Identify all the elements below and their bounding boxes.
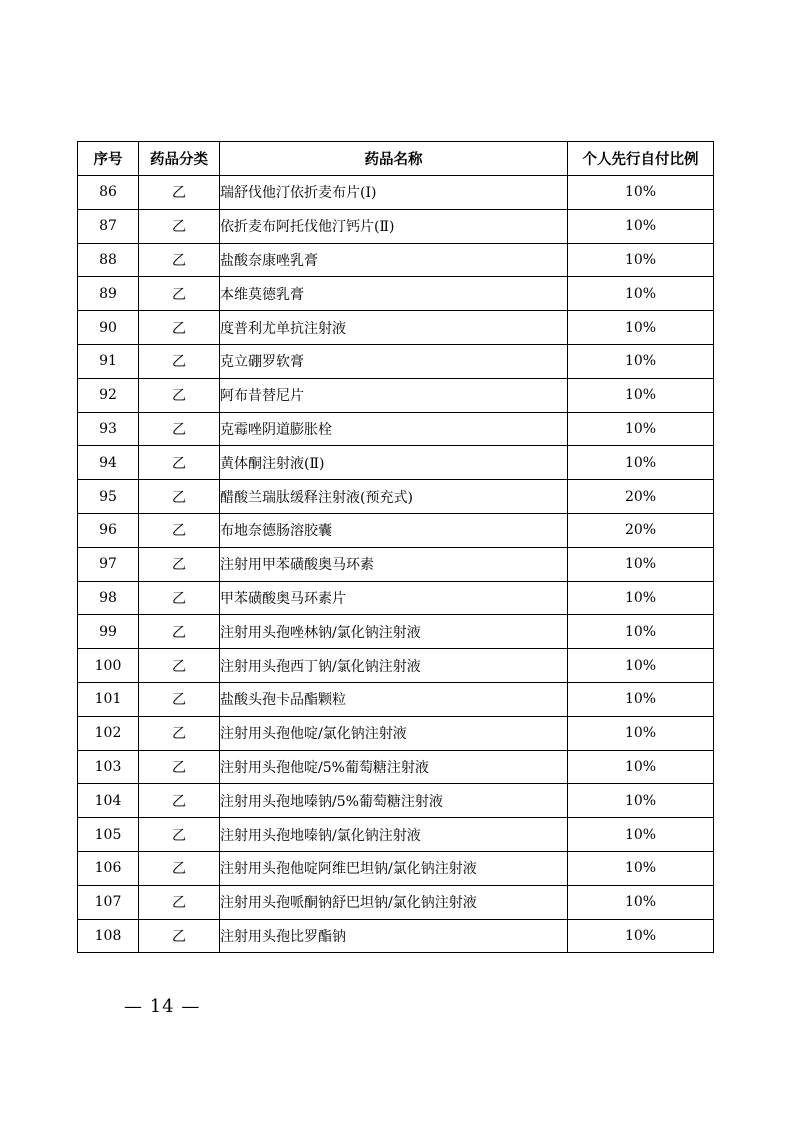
row-self-pay-ratio: 10% (568, 581, 714, 615)
row-serial-number: 92 (78, 378, 139, 412)
row-serial-number: 103 (78, 750, 139, 784)
row-drug-category: 乙 (139, 682, 220, 716)
row-serial-number: 94 (78, 446, 139, 480)
row-self-pay-ratio: 10% (568, 851, 714, 885)
row-serial-number: 107 (78, 885, 139, 919)
row-drug-name: 盐酸头孢卡品酯颗粒 (220, 682, 568, 716)
row-serial-number: 106 (78, 851, 139, 885)
table-row (78, 547, 714, 581)
row-self-pay-ratio: 10% (568, 649, 714, 683)
row-drug-name: 瑞舒伐他汀依折麦布片(Ⅰ) (220, 176, 568, 210)
drug-table (77, 141, 714, 953)
table-row (78, 682, 714, 716)
row-self-pay-ratio: 10% (568, 716, 714, 750)
table-row (78, 649, 714, 683)
row-drug-name: 注射用头孢西丁钠/氯化钠注射液 (220, 649, 568, 683)
row-serial-number: 97 (78, 547, 139, 581)
row-drug-name: 注射用头孢他啶阿维巴坦钠/氯化钠注射液 (220, 851, 568, 885)
row-self-pay-ratio: 10% (568, 885, 714, 919)
row-self-pay-ratio: 10% (568, 378, 714, 412)
row-drug-category: 乙 (139, 480, 220, 514)
row-drug-category: 乙 (139, 243, 220, 277)
table-body (78, 176, 714, 953)
table-row (78, 209, 714, 243)
row-drug-name: 克霉唑阴道膨胀栓 (220, 412, 568, 446)
table-row (78, 446, 714, 480)
row-self-pay-ratio: 10% (568, 209, 714, 243)
row-drug-category: 乙 (139, 344, 220, 378)
table-row (78, 243, 714, 277)
row-self-pay-ratio: 10% (568, 412, 714, 446)
row-self-pay-ratio: 10% (568, 818, 714, 852)
table-row (78, 277, 714, 311)
row-drug-category: 乙 (139, 818, 220, 852)
table-row (78, 378, 714, 412)
header-serial-number: 序号 (78, 142, 139, 176)
table-row (78, 311, 714, 345)
row-drug-name: 注射用头孢哌酮钠舒巴坦钠/氯化钠注射液 (220, 885, 568, 919)
row-self-pay-ratio: 20% (568, 480, 714, 514)
row-drug-name: 注射用头孢比罗酯钠 (220, 919, 568, 953)
row-serial-number: 89 (78, 277, 139, 311)
table-row (78, 344, 714, 378)
row-serial-number: 86 (78, 176, 139, 210)
table-row (78, 412, 714, 446)
row-drug-category: 乙 (139, 615, 220, 649)
row-drug-category: 乙 (139, 716, 220, 750)
row-drug-category: 乙 (139, 851, 220, 885)
row-self-pay-ratio: 10% (568, 243, 714, 277)
row-drug-name: 克立硼罗软膏 (220, 344, 568, 378)
table-row (78, 513, 714, 547)
row-drug-name: 注射用头孢地嗪钠/氯化钠注射液 (220, 818, 568, 852)
row-self-pay-ratio: 10% (568, 615, 714, 649)
row-serial-number: 88 (78, 243, 139, 277)
page-number: — 14 — (124, 996, 201, 1017)
row-drug-name: 注射用头孢唑林钠/氯化钠注射液 (220, 615, 568, 649)
row-drug-name: 注射用头孢他啶/5%葡萄糖注射液 (220, 750, 568, 784)
header-drug-name: 药品名称 (220, 142, 568, 176)
row-drug-name: 黄体酮注射液(Ⅱ) (220, 446, 568, 480)
header-self-pay-ratio: 个人先行自付比例 (568, 142, 714, 176)
row-self-pay-ratio: 20% (568, 513, 714, 547)
row-drug-category: 乙 (139, 581, 220, 615)
row-drug-name: 依折麦布阿托伐他汀钙片(Ⅱ) (220, 209, 568, 243)
row-serial-number: 91 (78, 344, 139, 378)
row-drug-category: 乙 (139, 176, 220, 210)
row-self-pay-ratio: 10% (568, 919, 714, 953)
row-drug-category: 乙 (139, 649, 220, 683)
row-drug-name: 度普利尤单抗注射液 (220, 311, 568, 345)
row-self-pay-ratio: 10% (568, 750, 714, 784)
row-self-pay-ratio: 10% (568, 682, 714, 716)
row-serial-number: 105 (78, 818, 139, 852)
row-serial-number: 99 (78, 615, 139, 649)
row-serial-number: 87 (78, 209, 139, 243)
row-serial-number: 90 (78, 311, 139, 345)
row-serial-number: 101 (78, 682, 139, 716)
row-drug-category: 乙 (139, 784, 220, 818)
row-drug-name: 盐酸奈康唑乳膏 (220, 243, 568, 277)
row-self-pay-ratio: 10% (568, 784, 714, 818)
row-drug-name: 布地奈德肠溶胶囊 (220, 513, 568, 547)
table-row (78, 851, 714, 885)
row-drug-category: 乙 (139, 209, 220, 243)
row-serial-number: 96 (78, 513, 139, 547)
row-self-pay-ratio: 10% (568, 446, 714, 480)
table-row (78, 919, 714, 953)
row-drug-name: 甲苯磺酸奥马环素片 (220, 581, 568, 615)
row-drug-category: 乙 (139, 750, 220, 784)
row-drug-category: 乙 (139, 277, 220, 311)
row-drug-name: 醋酸兰瑞肽缓释注射液(预充式) (220, 480, 568, 514)
row-serial-number: 93 (78, 412, 139, 446)
row-drug-category: 乙 (139, 446, 220, 480)
row-drug-category: 乙 (139, 412, 220, 446)
row-drug-category: 乙 (139, 378, 220, 412)
table-row (78, 480, 714, 514)
table-row (78, 176, 714, 210)
row-self-pay-ratio: 10% (568, 176, 714, 210)
row-drug-category: 乙 (139, 547, 220, 581)
row-drug-category: 乙 (139, 885, 220, 919)
row-drug-category: 乙 (139, 311, 220, 345)
table-row (78, 818, 714, 852)
row-serial-number: 108 (78, 919, 139, 953)
row-drug-name: 注射用甲苯磺酸奥马环素 (220, 547, 568, 581)
row-serial-number: 104 (78, 784, 139, 818)
row-drug-name: 阿布昔替尼片 (220, 378, 568, 412)
row-serial-number: 98 (78, 581, 139, 615)
row-self-pay-ratio: 10% (568, 277, 714, 311)
table-row (78, 885, 714, 919)
row-drug-category: 乙 (139, 513, 220, 547)
row-self-pay-ratio: 10% (568, 344, 714, 378)
row-drug-name: 注射用头孢地嗪钠/5%葡萄糖注射液 (220, 784, 568, 818)
row-self-pay-ratio: 10% (568, 547, 714, 581)
table-row (78, 581, 714, 615)
table-row (78, 716, 714, 750)
row-serial-number: 102 (78, 716, 139, 750)
row-drug-category: 乙 (139, 919, 220, 953)
table-row (78, 750, 714, 784)
header-drug-category: 药品分类 (139, 142, 220, 176)
row-serial-number: 95 (78, 480, 139, 514)
table-header-row (78, 142, 714, 176)
row-drug-name: 本维莫德乳膏 (220, 277, 568, 311)
table-row (78, 784, 714, 818)
row-self-pay-ratio: 10% (568, 311, 714, 345)
table-row (78, 615, 714, 649)
row-drug-name: 注射用头孢他啶/氯化钠注射液 (220, 716, 568, 750)
row-serial-number: 100 (78, 649, 139, 683)
